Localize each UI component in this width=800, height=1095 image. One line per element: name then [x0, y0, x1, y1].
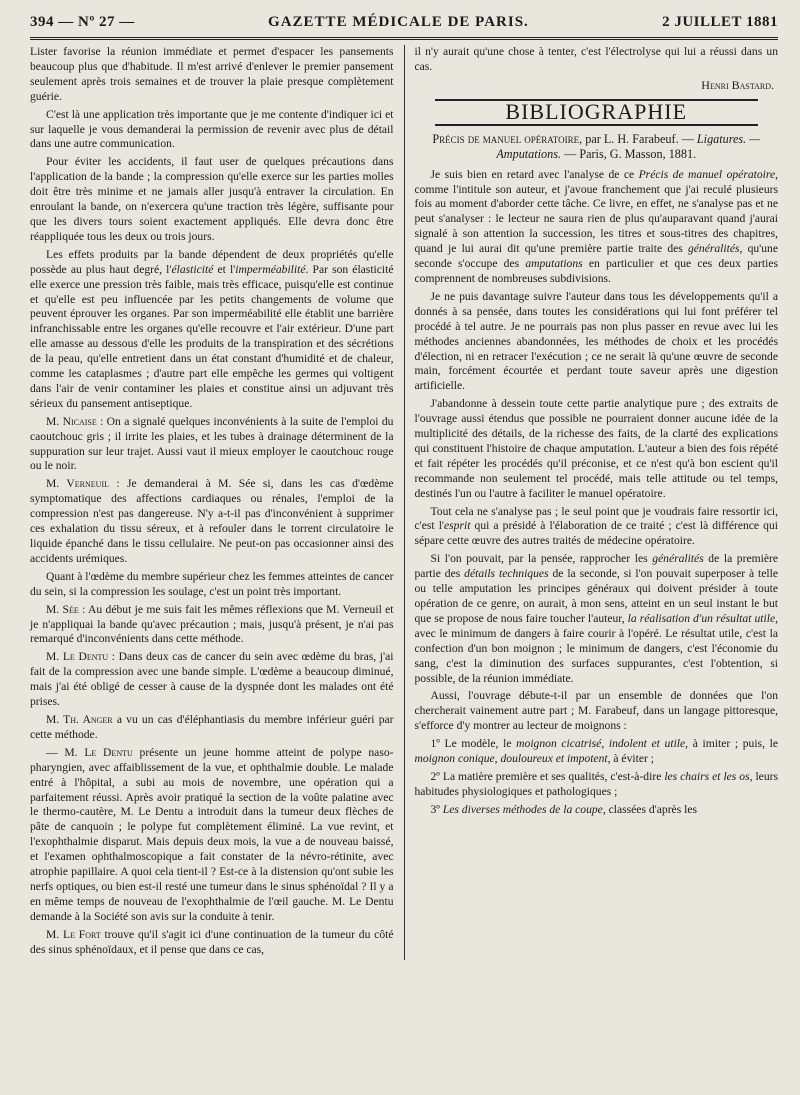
paragraph: M. Le Dentu : Dans deux cas de cancer du sein avec œdème du bras, j'ai fait de la compression avec une bande simple. L'œdème a beaucoup diminué, mais j'ai été obligé de cesser à cause de la dyspnée dont les malades ont été prises. — [30, 650, 394, 709]
right-column — [415, 45, 779, 960]
paragraph: J'abandonne à dessein toute cette partie analytique pure ; des extraits de l'ouvrage aussi étendus que possible ne pourraient donner aucune idée de la multiplicité des détails, de la richesse des faits, de la clarté des explications qui constituent l'histoire de chaque amputation. L'auteur a bien des fois répété et fait répéter les procédés qu'il préconise, et ce n'est qu'à bon escient qu'il recommande non seulement tel procédé, mais telle attitude ou tel temps, destinés l'un ou l'autre à faciliter le manuel opératoire. — [414, 397, 778, 500]
speaker-name: M. Le Dentu — [46, 650, 109, 664]
speaker-name: M. Le Fort — [46, 927, 101, 941]
paragraph: Je suis bien en retard avec l'analyse de ce Précis de manuel opératoire, comme l'intitule son auteur, et j'avoue franchement que j'ai reculé plusieurs fois au moment d'aborder cette tâche. Ce livre, en effet, ne s'analyse pas et ne peut s'analyser : le lecteur ne saura rien de plus qu'auparavant quand j'aurai signalé à son attention la succession, les titres et sous-titres des chapitres, quand je lui aurai dit qu'une première partie traite des généralités, qu'une seconde s'occupe des amputations en particulier et que ces deux parties comprennent de nombreuses subdivisions. — [414, 167, 779, 285]
section-title: BIBLIOGRAPHIE — [435, 99, 759, 126]
paragraph: Si l'on pouvait, par la pensée, rapprocher les généralités de la première partie des détails techniques de la seconde, si l'on pouvait superposer à telle ou telle amputation les principes généraux qui doivent présider à toute opération de ce genre, on aurait, à mon sens, atteint en un seul instant le but que se propose de nous faire toucher l'auteur, la réalisation d'un résultat utile, avec le minimum de dangers à faire courir à l'opéré. Le résultat utile, c'est la confection d'un bon moignon ; le minimum de dangers, c'est l'économie du sang, c'est la diminution des surfaces suppurantes, c'est l'obtention, si possible, de la réunion immédiate. — [414, 552, 779, 685]
paragraph: Aussi, l'ouvrage débute-t-il par un ensemble de données que l'on chercherait vainement autre part ; M. Farabeuf, dans un langage pittoresque, s'efforce d'y montrer au lecteur de moignons : — [414, 689, 778, 733]
paragraph: Quant à l'œdème du membre supérieur chez les femmes atteintes de cancer du sein, si la compression les soulage, c'est un point très important. — [30, 569, 394, 598]
paragraph: M. Sée : Au début je me suis fait les mêmes réflexions que M. Verneuil et je n'appliquai la bande qu'avec précaution ; mais, jusqu'à présent, je n'ai pas remarqué d'inconvénients dans cette méthode. — [30, 602, 394, 646]
paragraph: il n'y aurait qu'une chose à tenter, c'est l'électrolyse qui lui a réussi dans un cas. — [414, 45, 778, 73]
paragraph: M. Le Fort trouve qu'il s'agit ici d'une continuation de la tumeur du côté des sinus sphénoïdaux, et il pense que dans ce cas, — [30, 927, 394, 956]
book-reference: Précis de manuel opératoire, par L. H. Farabeuf. — Ligatures. — Amputations. — Paris, G. Masson, 1881. — [432, 131, 761, 161]
page-number: 394 — Nº 27 — — [30, 14, 135, 30]
paragraph: Les effets produits par la bande dépendent de deux propriétés qu'elle possède au plus haut degré, l'élasticité et l'imperméabilité. Par son élasticité elle exerce une pression très faible, mais très efficace, puisqu'elle est continue et qu'elle est peu influencée par les petits changements de volume que peuvent éprouver les organes. Par son imperméabilité elle établit une barrière infranchissable entre les organes qu'elle recouvre et l'air extérieur. D'une part elle amasse au dessous d'elle les produits de la transpiration et des sécrétions de la peau, qu'elle entretient dans un état constant d'humidité et de chaleur, comme les cataplasmes ; d'autre part elle empêche les germes qui voltigent dans l'air de venir contaminer les plaies et constitue ainsi un adjuvant très sérieux du pansement antiseptique. — [30, 247, 394, 410]
columns — [30, 45, 778, 960]
paragraph: Je ne puis davantage suivre l'auteur dans tous les développements qu'il a donnés à sa pensée, dans toutes les considérations qui lui font préférer tel procédé à tel autre. Je ne pourrais pas non plus passer en revue avec lui les méthodes anciennes abandonnées, les méthodes de choix et les procédés d'élection, ni en retracer l'exécution ; ce ne serait là qu'une œuvre de seconde main, forcément écourtée et perdant toute saveur après une digestion artificielle. — [414, 289, 778, 393]
issue-date: 2 JUILLET 1881 — [662, 14, 778, 30]
speaker-name: M. Sée — [46, 602, 79, 616]
signature: Henri Bastard. — [701, 77, 774, 92]
speaker-name: M. Verneuil — [46, 477, 109, 491]
paragraph: M. Nicaise : On a signalé quelques inconvénients à la suite de l'emploi du caoutchouc gris ; il irrite les plaies, et les tubes à drainage déterminent de la suppuration sur leur trajet. Aussi vaut il mieux employer le caoutchouc rouge ou le noir. — [30, 414, 394, 473]
list-item: 3º Les diverses méthodes de la coupe, classées d'après les — [430, 802, 697, 816]
list-item: 1º Le modèle, le moignon cicatrisé, indolent et utile, à imiter ; puis, le moignon conique, douloureux et impotent, à éviter ; — [414, 737, 778, 766]
paragraph: Lister favorise la réunion immédiate et permet d'espacer les pansements beaucoup plus que d'habitude. Il m'est arrivé d'enlever le premier pansement seulement après trois semaines et de trouver la plaie presque complètement guérie. — [30, 45, 394, 103]
speaker-name: M. Th. Anger — [46, 712, 113, 726]
list-item: 2º La matière première et ses qualités, c'est-à-dire les chairs et les os, leurs habitudes physiologiques et pathologiques ; — [414, 769, 778, 798]
paragraph: M. Th. Anger a vu un cas d'éléphantiasis du membre inférieur guéri par cette méthode. — [30, 712, 394, 741]
speaker-name: Le Dentu — [84, 745, 133, 759]
paragraph: — M. Le Dentu présente un jeune homme atteint de polype naso-pharyngien, avec affaiblissement de la vue, et ophthalmie double. Le malade entré à l'hôpital, a subi au mois de novembre, une opération qui a parfaitement réussi. Après avoir pratiqué la section de la voûte palatine avec le thermo-cautère, M. Le Dentu a introduit dans la tumeur deux flèches de pâte de canquoin ; le polype fut complètement éliminé. La vue revint, et l'exophthalmie disparut. Mais depuis deux mois, la vue a de nouveau baissé, et l'examen ophthalmoscopique a fait constater de la névro-rétinite, avec atrophie papillaire. A quoi cela tient-il ? Est-ce à la distension qu'ont subie les nerfs optiques, ou bien est-il resté une tumeur dans le sinus sphénoïdal ? Il y a en même temps de nouveau de l'exophthalmie de l'œil gauche. M. Le Dentu demande à la Société son avis sur la conduite à tenir. — [30, 745, 394, 923]
journal-title: GAZETTE MÉDICALE DE PARIS. — [268, 14, 529, 30]
header-rule — [30, 37, 778, 40]
column-divider — [404, 45, 405, 960]
paragraph: Pour éviter les accidents, il faut user de quelques précautions dans l'application de la bande ; la compression qu'elle exerce sur les parties molles doit être très minime et ne jamais aller jusqu'à entraver la circulation. En enroulant la bande, on n'exercera qu'une traction très légère, suffisante pour que les divers tours soient exactement appliqués. Elle devra donc être réappliquée tous les deux ou trois jours. — [30, 155, 394, 243]
paragraph: Tout cela ne s'analyse pas ; le seul point que je voudrais faire ressortir ici, c'est l'esprit qui a présidé à l'élaboration de ce traité ; c'est là différence qui sépare cette œuvre des autres traités de médecine opératoire. — [414, 504, 778, 548]
left-column — [30, 45, 394, 960]
paragraph: M. Verneuil : Je demanderai à M. Sée si, dans les cas d'œdème symptomatique des affections cardiaques ou rénales, l'emploi de la compression n'est pas dangereuse. N'y a-t-il pas d'inconvénient à supprimer ces exhalation du tissu séreux, et à refouler dans le torrent circulatoire le liquide épanché dans le tissu cellulaire. Ne peut-on pas occasionner ainsi des accidents urémiques. — [30, 477, 394, 565]
page-header — [30, 14, 778, 31]
paragraph: C'est là une application très importante que je me contente d'indiquer ici et sur laquelle je vous demanderai la permission de revenir avec plus de détail dans une autre communication. — [30, 107, 394, 151]
speaker-name: M. Nicaise — [46, 414, 97, 428]
